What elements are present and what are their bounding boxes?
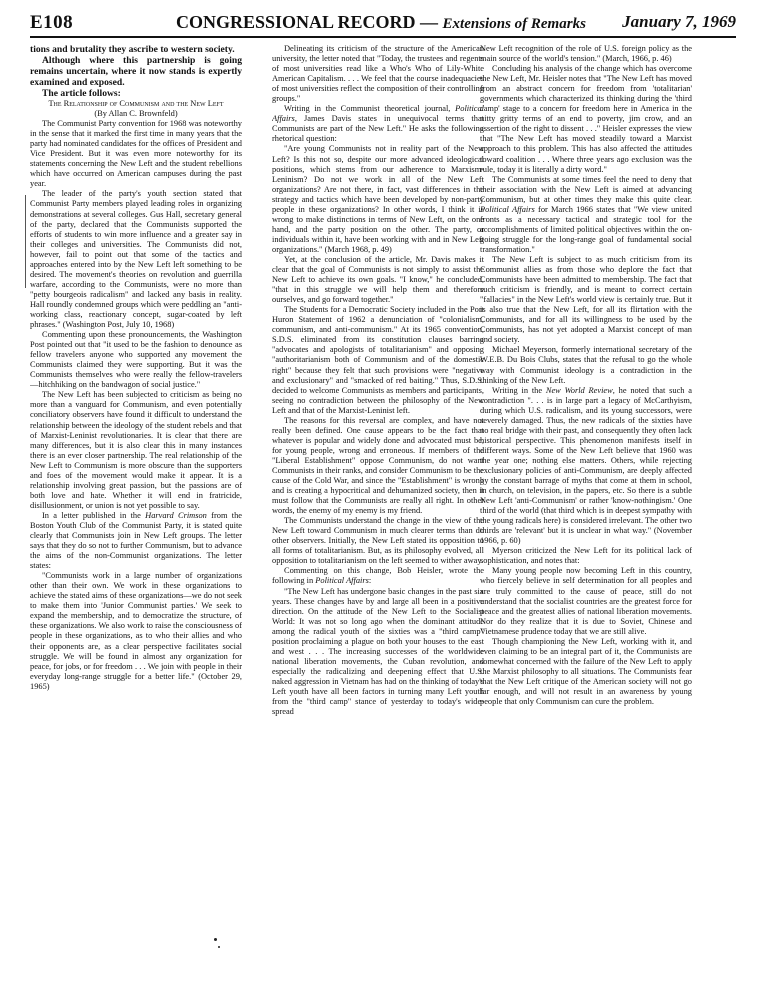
title-dash: — [415, 12, 443, 32]
publication-title [176, 12, 586, 33]
col1-paragraph-1: The Communist Party convention for 1968 was noteworthy in the sense that it marked the first time in many years that the party had nominated candidates for the offices of President and Vice President. But it was even more noteworthy for its statements concerning the New Left and the student rebellions which have occurred on American campuses during the past year. [30, 119, 242, 189]
col1-paragraph-3: Commenting upon these pronouncements, the Washington Post pointed out that "it used to be the fashion to denounce as fellow travelers anyone who supported any movement the Communists claimed they were supporting. But it was the Communists themselves who were really the fellow-travelers—hitchhiking on the bandwagon of social justice." [30, 330, 242, 390]
col2-p7-text-b: : [368, 576, 372, 586]
column-left [30, 44, 242, 974]
col2-paragraph-4: The Students for a Democratic Society included in the Port Huron Statement of 1962 a denunciation of "colonialism, communism, and anti-communism." At its 1965 convention, S.D.S. eliminated from its constitution clauses barring "advocates and apologists of totalitarianism" and opposing "authoritarianism both of Communism and of the domestic right" because they felt that such provisions were "negative and exclusionary" and "smacked of red baiting." Thus, S.D.S. decided to welcome Communists as members and participants, seeing no contradiction between the philosophy of the New Left and that of the Marxist-Leninist left. [272, 305, 484, 415]
col3-p2-text-a: The Communists at some times feel the need to deny that their association with the New Left is aimed at advancing Communism, but at other times they make this quite clear. [480, 174, 692, 204]
col2-p7-text-a: Commenting on this change, Bob Heisler, wrote the following in [272, 566, 484, 586]
col3-quote-continued: New Left recognition of the role of U.S. foreign policy as the main source of the world's tension." (March, 1966, p. 46) [480, 44, 692, 64]
header-rule [30, 36, 736, 38]
scan-speck-2 [218, 946, 220, 948]
issue-date: January 7, 1969 [622, 12, 736, 31]
col1-intro-continued: tions and brutality they ascribe to western society. [30, 44, 235, 55]
col3-paragraph-4: Michael Meyerson, formerly international secretary of the W.E.B. Du Bois Clubs, states that the refusal to go the whole way with Communist ideology is a contradiction in the thinking of the New Left. [480, 345, 692, 385]
col1-intro-paragraph: Although where this partnership is going remains uncertain, where it now stands is expertly examined and exposed. [30, 55, 242, 88]
col2-p2-text-b: , James Davis states in unequivocal terms that Communists are part of the New Left." He asks the following rhetorical question: [272, 114, 484, 144]
margin-mark-left-2 [25, 248, 26, 288]
col3-paragraph-5 [480, 386, 692, 547]
col2-p2-text-a: Writing in the Communist theoretical journal, [284, 104, 456, 114]
col1-p5-text-b: from the Boston Youth Club of the Communist Party, it is stated quite clearly that Communists join in New Left groups. The letter says that they do so not to further Communism, but to advance the aims of the non-Communist organizations. The letter states: [30, 510, 242, 571]
col3-p5-italic: New World Review [545, 385, 613, 395]
col3-p2-text-b: for March 1966 states that "We view united fronts as a necessary tactical and strategic tool for the accomplishments of limited political objectives within the on-going struggle for the long-range goal of fundamental social transformation." [480, 204, 692, 254]
page-header [30, 10, 736, 38]
col2-paragraph-7 [272, 566, 484, 586]
col2-block-quote-2: "The New Left has undergone basic changes in the past six years. These changes have by and large all been in a positive direction. On the attitude of the New Left to the Socialist World: It was not so long ago when the dominant attitude among the radical youth of the sixties was a "third camp" position proclaiming a plague on both your houses to the east and west . . . The increasing successes of the worldwide national liberation movements, the Cuban revolution, and especially the radicalizing and deepening effect that U.S. naked aggression in Vietnam has had on the thinking of today's Left youth have all been factors in turning many Left youth from the "third camp" stance of yesterday to today's wide-spread [272, 586, 484, 717]
col2-p2-italic: Political Affairs [272, 104, 484, 124]
col3-paragraph-7: Though championing the New Left, working with it, and even claiming to be an integral part of it, the Communists are somewhat concerned with the failure of the New Left to apply the Marxist philosophy to all situations. The Communists fear that the New Left critique of the American society will not go far enough, and will not result in an awareness by young people that only Communism can cure the problem. [480, 636, 692, 707]
col1-paragraph-5 [30, 511, 242, 571]
col1-article-follows: The article follows: [42, 88, 121, 99]
section-name: Extensions of Remarks [442, 16, 586, 32]
col3-p5-text-b: , he noted that such a contradiction ". . . is in large part a legacy of McCarthyism, during which U.S. radicalism, and its young successors, were severely damaged. Thus, the new radicals of the sixties have no real bridge with their past, and consequently they often lack historical perspective. This phenomenon manifests itself in different ways. Some of the New Left believe that 1960 was the year one; nothing else matters. Others, while rejecting exclusionary policies of anti-Communism, are deeply affected by the constant barrage of myths that come at them in school, in church, on television, in the papers, etc. So there is a subtle New Left 'anti-Communism' or rather 'know-nothingism.' One third of the world (that third which is in deepest sympathy with the young radicals here) is considered irrelevant. The other two thirds are 'relevant' but it is unclear in what way." (November 1966, p. 60) [480, 385, 692, 546]
col2-paragraph-5: The reasons for this reversal are complex, and have not really been defined. One cause appears to be the fact that whatever is popular and widely done and advocated must be, for young people, wrong and erroneous. If members of the "Liberal Establishment" oppose Communism, do not want Communists in their ranks, and consider Communism to be the cause of the Cold War, and since the "Establishment" is wrong and is creating a hypocritical and dehumanized society, then it must follow that the Communists are really all right. In other words, the enemy of my enemy is my friend. [272, 415, 484, 516]
page-number: E108 [30, 12, 74, 33]
col3-paragraph-3: The New Left is subject to as much criticism from its Communist allies as from those who deplore the fact that Communists have been admitted to membership. The fact that such criticism is friendly, and is meant to correct certain "fallacies" in the New Left's world view is certainly true. But it is also true that the New Left, for all its flirtation with the Communists, and for all its willingness to be used by the Communists, has not yet adopted a Marxist concept of man and society. [480, 254, 692, 345]
article-title: The Relationship of Communism and the New Left [48, 99, 224, 108]
col2-paragraph-3: Yet, at the conclusion of the article, Mr. Davis makes it clear that the goal of Communists is not simply to assist the New Left to achieve its own goals. "I know," he concluded, "that in this struggle we will help them and therefore ourselves, and go forward together." [272, 254, 484, 305]
col1-paragraph-2: The leader of the party's youth section stated that Communist Party members played leading roles in organizing demonstrations at several colleges. Gus Hall, secretary general of the party, declared that the Communists supported the efforts of students to win more influence and a greater say in their colleges and universities. The Communists did not, however, fail to point out that some of the tactics and approaches entered into by the New Left left something to be desired. The movement's theories on revolution and guerrilla warfare, according to the Communists, were no more than "petty bourgeois radicalism" and lacked any basis in reality. Hall roundly condemned groups which were peddling an "anti-working class, reactionary concept, sugar-coated by left phrases." (Washington Post, July 10, 1968) [30, 189, 242, 330]
col1-block-quote: "Communists work in a large number of organizations other than their own. We work in these organizations to achieve the stated aims of these organizations—we do not seek to make them into 'Junior Communist parties.' We seek to expand the membership, and to democratize the structure, of these organizations. We also work to raise the consciousness of people in these organizations, as to who their allies and who their opponents are, as a clear perspective facilitates social struggle. We will be found in almost any organization for peace, for jobs, or for freedom . . . We join with people in their everyday long-range struggle for a better life." (October 29, 1965) [30, 571, 242, 691]
col2-block-quote-1: "Are young Communists not in reality part of the New Left? Is this not so, despite our more advanced ideological positions, which stems from our adherence to Marxism-Leninism? Do not we work in all of the New Left organizations? Are not there, in fact, vast differences in the strategy and tactics which have been developed by non-party people in these organizations? In other words, I think it is wrong to make distinctions in terms of New Left, on the one hand, and the party position on the other. The party, or individuals within it, have been working with and in New Left organizations." (March 1968, p. 49) [272, 144, 484, 254]
scan-speck-1 [214, 938, 217, 941]
col3-p5-text-a: Writing in the [492, 385, 546, 395]
col3-p2-italic: Political Affairs [480, 204, 535, 214]
col1-p5-text-a: In a letter published in the [42, 510, 146, 520]
col3-paragraph-1: Concluding his analysis of the change which has overcome the New Left, Mr. Heisler notes that "The New Left has moved from an abstract concern for freedom from 'totalitarian' governments which characterized its thinking during the 'third camp' stage to a concern for freedom here in America in the nitty gritty terms of an end to poverty, jim crow, and an assertion of the right to dissent . . ." Heisler expresses the view that "The New Left has moved steadily toward a Marxist approach to this problem. This has also affected the attitudes toward coalition . . . Where three years ago exclusion was the rule, today it is literally a dirty word." [480, 64, 692, 174]
column-middle [272, 44, 484, 974]
column-right [480, 44, 692, 974]
col3-paragraph-2 [480, 175, 692, 255]
col2-paragraph-2 [272, 104, 484, 144]
article-byline: (By Allan C. Brownfeld) [94, 109, 178, 119]
col2-paragraph-1: Delineating its criticism of the structure of the American university, the letter noted that "Today, the trustees and regents of most universities read like a Who's Who of Lily-White American Capitalism. . . . We feel that the course inadequacies of most universities reflect the composition of their controlling groups." [272, 44, 484, 104]
col3-block-quote: Many young people now becoming Left in this country, who fiercely believe in self determination for all peoples and are truly committed to the cause of peace, still do not understand that the socialist countries are the greatest force for peace and the greatest allies of national liberation movements. Nor do they realize that it is due to Soviet, Chinese and Vietnamese prudence today that we are still alive. [480, 566, 692, 636]
col2-paragraph-6: The Communists understand the change in the view of the New Left toward Communism in much clearer terms than do other observers. Initially, the New Left stated its opposition to all forms of totalitarianism. But, as its philosophy evolved, all opposition to totalitarianism on the left seemed to wither away. [272, 516, 484, 566]
col1-paragraph-4: The New Left has been subjected to criticism as being no more than a vanguard for Communism, and even potentially conciliatory observers have found it difficult to understand the relationship between the ideology of the student rebels and that of Marxist-Leninist revolutionaries. It is clear that there are many differences, but it is also clear this in many instances there is an ever closer partnership. The real relationship of the New Left to Communism is more obscure than the supporters and foes of the movement would make it appear. It is a relationship involving great passion, but the passions are of both love and hate. Whether it will end in fratricide, disillusionment, or union is not yet possible to say. [30, 390, 242, 510]
publication-name: CONGRESSIONAL RECORD [176, 12, 416, 32]
col3-paragraph-6: Myerson criticized the New Left for its political lack of sophistication, and notes that: [480, 546, 692, 566]
col1-p5-italic: Harvard Crimson [145, 510, 207, 520]
col2-p7-italic: Political Affairs [315, 576, 369, 586]
